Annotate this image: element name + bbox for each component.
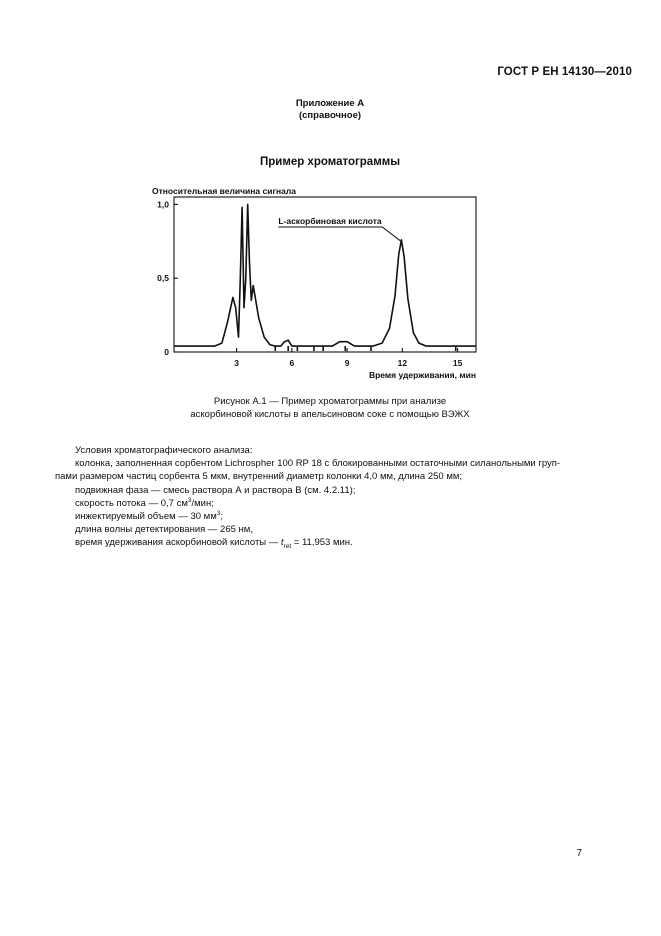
injection-text: инжектируемый объем — 30 мм	[75, 511, 217, 523]
figure-title: Пример хроматограммы	[259, 156, 401, 168]
y-tick-label-2: 1,0	[157, 199, 169, 210]
x-axis-label: Время удерживания, мин	[368, 370, 476, 380]
column-line-2: пами размером частиц сорбента 5 мкм, внутренний диаметр колонки 4,0 мм, длина 250 мм;	[55, 471, 463, 483]
annex-title: Приложение А	[295, 98, 365, 109]
flow-rate-unit: /мин;	[191, 497, 214, 509]
page-number: 7	[576, 848, 582, 859]
retention-text: время удерживания аскорбиновой кислоты —	[75, 537, 281, 549]
chromatogram-chart	[140, 180, 490, 385]
flow-rate-text: скорость потока — 0,7 см	[75, 497, 188, 509]
retention-time	[75, 536, 585, 549]
caption-line-2: аскорбиновой кислоты в апельсиновом соке с помощью ВЭЖХ	[190, 409, 470, 420]
caption-line-1: Рисунок А.1 — Пример хроматограммы при анализе	[213, 396, 447, 407]
x-tick-label-1: 6	[289, 358, 295, 368]
x-tick-label-0: 3	[234, 358, 239, 368]
y-tick-label-0: 0	[164, 347, 169, 357]
y-axis-label: Относительная величина сигнала	[152, 186, 296, 196]
y-tick-label-1: 0,5	[157, 273, 169, 284]
figure-caption	[130, 395, 530, 421]
analysis-conditions	[55, 444, 585, 551]
retention-subscript: ret	[283, 543, 292, 551]
retention-symbol: t	[280, 537, 284, 549]
x-tick-label-4: 15	[452, 358, 463, 368]
injection-volume	[75, 510, 585, 523]
retention-value: = 11,953 мин.	[291, 537, 353, 549]
mobile-phase: подвижная фаза — смесь раствора А и раствора В (см. 4.2.11);	[75, 484, 356, 496]
flow-rate-exponent: 3	[187, 496, 192, 504]
injection-end: ;	[220, 511, 223, 523]
annotation-ascorbic-acid: L-аскорбиновая кислота	[278, 216, 382, 226]
x-tick-label-2: 9	[344, 358, 350, 368]
annotation-leader-line	[278, 227, 400, 241]
annex-heading	[200, 98, 460, 122]
annex-subtitle: (справочное)	[298, 110, 362, 121]
detection-wavelength: длина волны детектирования — 265 нм,	[75, 524, 253, 536]
conditions-heading: Условия хроматографического анализа:	[75, 445, 253, 456]
column-line-1: колонка, заполненная сорбентом Lichrospher 100 RP 18 с блокированными остаточными силанольными груп-	[75, 458, 561, 470]
x-tick-label-3: 12	[397, 358, 408, 368]
standard-designation: ГОСТ Р ЕН 14130—2010	[497, 66, 632, 78]
flow-rate	[75, 497, 585, 510]
injection-exponent: 3	[216, 509, 221, 517]
